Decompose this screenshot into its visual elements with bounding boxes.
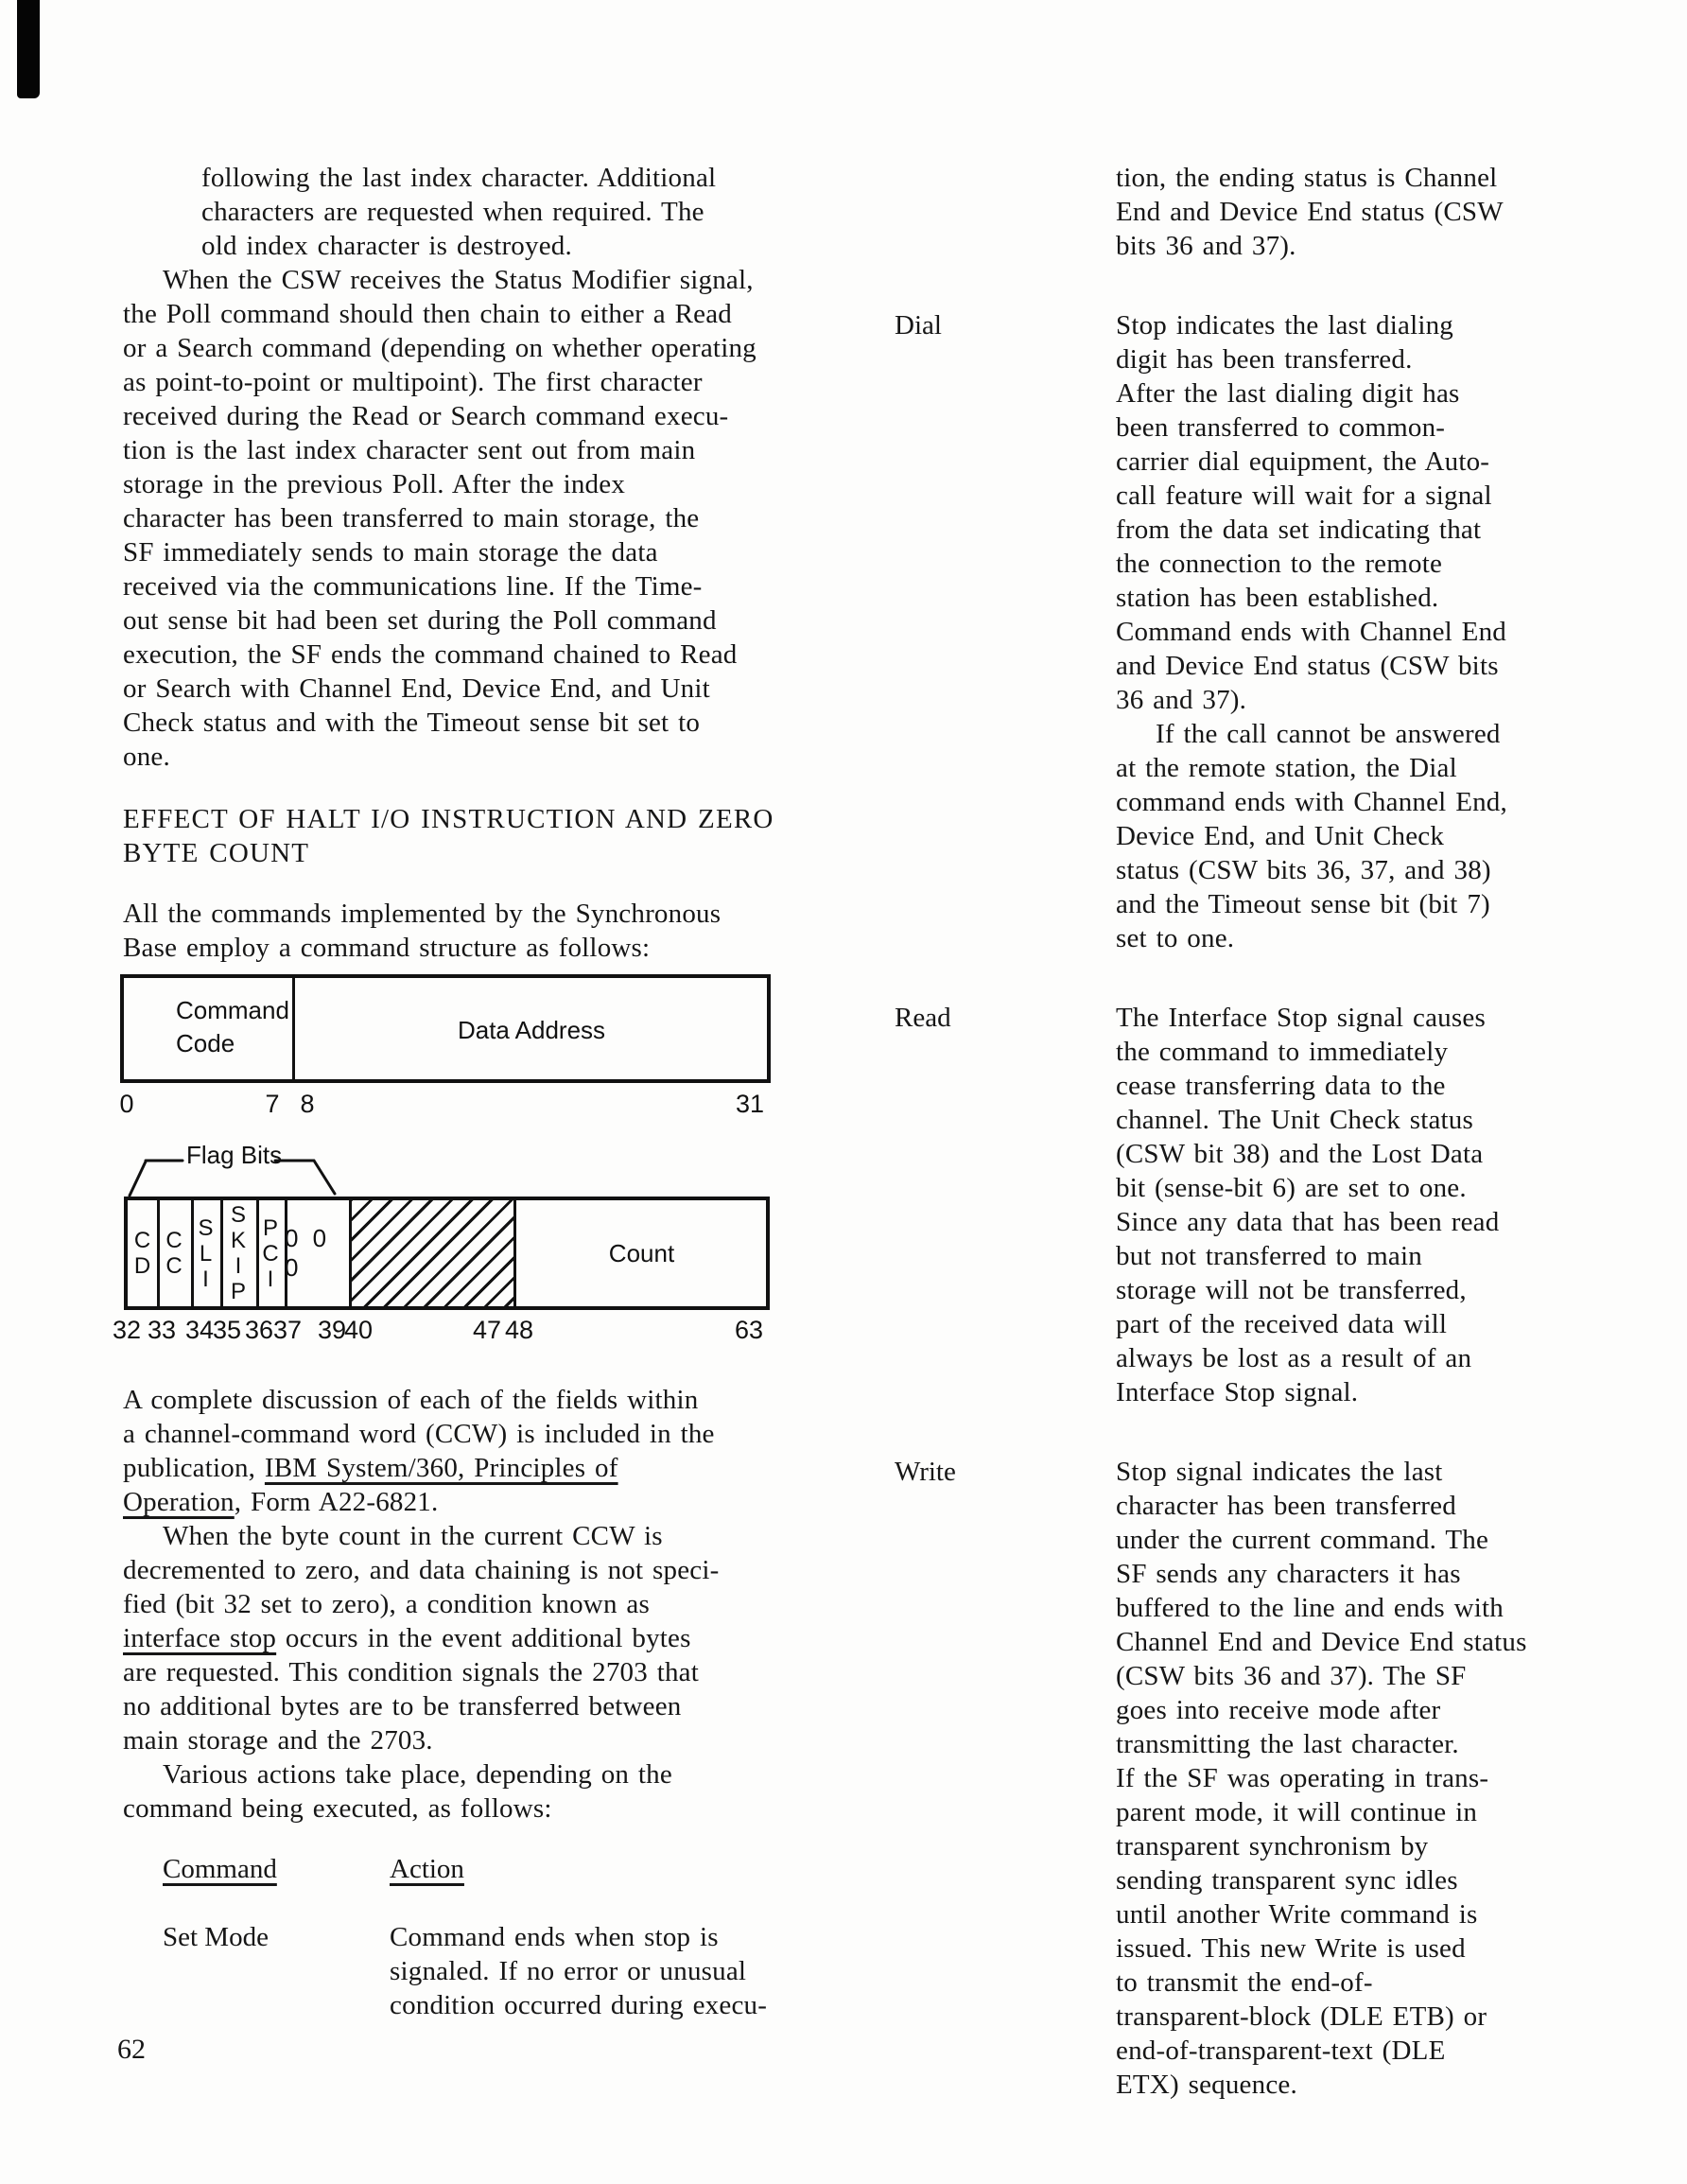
- text-line: decremented to zero, and data chaining is not speci-: [123, 1555, 720, 1585]
- text-line: Operation, Form A22-6821.: [123, 1487, 439, 1517]
- text-line: (CSW bit 38) and the Lost Data: [1116, 1139, 1484, 1169]
- stacked-letter: C: [133, 1228, 151, 1253]
- text-line: execution, the SF ends the command chained to Read: [123, 639, 738, 670]
- text-line: issued. This new Write is used: [1116, 1933, 1466, 1964]
- intro-paragraph: [123, 897, 827, 965]
- text-line: SF immediately sends to main storage the data: [123, 537, 658, 568]
- scan-artifact: [17, 0, 40, 98]
- text-line: When the byte count in the current CCW is: [163, 1521, 663, 1551]
- text-line: out sense bit had been set during the Poll command: [123, 605, 717, 636]
- bit-label: 33: [147, 1316, 177, 1344]
- ccw-word2-diagram: [124, 1197, 770, 1310]
- bit-label: 34: [184, 1316, 215, 1344]
- text-line: If the SF was operating in trans-: [1116, 1763, 1489, 1793]
- text-line: no additional bytes are to be transferred between: [123, 1691, 682, 1721]
- text-line: under the current command. The: [1116, 1525, 1489, 1555]
- text-line: Base employ a command structure as follows:: [123, 933, 651, 963]
- stacked-letter: C: [165, 1228, 183, 1253]
- left-upper-paragraphs: [123, 161, 827, 774]
- text-line: storage in the previous Poll. After the index: [123, 469, 626, 499]
- text-line: digit has been transferred.: [1116, 344, 1413, 375]
- table-header-command: Command: [163, 1854, 277, 1884]
- flag-cell-cc: [157, 1200, 191, 1306]
- setmode-continuation-text: [1116, 161, 1560, 263]
- text-line: signaled. If no error or unusual: [390, 1956, 747, 1986]
- stacked-letter: P: [230, 1279, 246, 1304]
- table-row-action: [390, 1920, 834, 2022]
- text-line: 36 and 37).: [1116, 685, 1247, 715]
- text-line: If the call cannot be answered: [1156, 719, 1501, 749]
- text-line: part of the received data will: [1116, 1309, 1448, 1339]
- text-line: Since any data that has been read: [1116, 1207, 1500, 1237]
- bit-label: 32: [112, 1316, 142, 1344]
- bit-label: 35: [212, 1316, 242, 1344]
- section-heading: [123, 802, 827, 870]
- data-address-label: Data Address: [457, 1016, 606, 1044]
- text-line: storage will not be transferred,: [1116, 1275, 1467, 1305]
- stacked-letter: L: [199, 1240, 213, 1267]
- text-line: Interface Stop signal.: [1116, 1377, 1359, 1407]
- write-action-text: [1116, 1455, 1560, 2102]
- text-line: character has been transferred: [1116, 1491, 1456, 1521]
- text-line: Stop indicates the last dialing: [1116, 310, 1453, 341]
- table-row-command: Set Mode: [163, 1922, 269, 1952]
- text-line: until another Write command is: [1116, 1899, 1478, 1930]
- text-line: fied (bit 32 set to zero), a condition known as: [123, 1589, 650, 1619]
- stacked-letter: C: [165, 1253, 183, 1279]
- command-label-dial: Dial: [895, 310, 942, 341]
- bit-label: 36: [244, 1316, 274, 1344]
- text-line: Stop signal indicates the last: [1116, 1457, 1443, 1487]
- text-line: following the last index character. Additional: [201, 163, 717, 193]
- bit-label: 48: [504, 1316, 534, 1344]
- field-divider: [292, 974, 295, 1083]
- text-line: sending transparent sync idles: [1116, 1865, 1458, 1896]
- bit-label: 31: [735, 1090, 765, 1118]
- reserved-hatched-area: [349, 1200, 513, 1306]
- text-line: SF sends any characters it has: [1116, 1559, 1461, 1589]
- text-line: character has been transferred to main storage, the: [123, 503, 700, 533]
- text-line: The Interface Stop signal causes: [1116, 1003, 1486, 1033]
- text-line: Command ends when stop is: [390, 1922, 719, 1952]
- text-line: end-of-transparent-text (DLE: [1116, 2035, 1446, 2066]
- text-line: characters are requested when required. The: [201, 197, 704, 227]
- text-line: the connection to the remote: [1116, 549, 1443, 579]
- text-line: Various actions take place, depending on the: [163, 1759, 672, 1790]
- text-line: or Search with Channel End, Device End, and Unit: [123, 673, 710, 704]
- text-line: a channel-command word (CCW) is included in the: [123, 1419, 715, 1449]
- bit-label: 37: [272, 1316, 303, 1344]
- text-line: Channel End and Device End status: [1116, 1627, 1527, 1657]
- text-line: transmitting the last character.: [1116, 1729, 1459, 1759]
- text-line: one.: [123, 742, 170, 772]
- text-line: When the CSW receives the Status Modifier signal,: [163, 265, 754, 295]
- text-line: Check status and with the Timeout sense bit set to: [123, 708, 701, 738]
- stacked-letter: K: [230, 1228, 246, 1253]
- text-line: to transmit the end-of-: [1116, 1967, 1373, 1998]
- text-line: or a Search command (depending on whether operating: [123, 333, 757, 363]
- command-label-read: Read: [895, 1003, 951, 1033]
- text-line: main storage and the 2703.: [123, 1725, 433, 1756]
- text-line: but not transferred to main: [1116, 1241, 1422, 1271]
- text-line: ETX) sequence.: [1116, 2070, 1297, 2100]
- text-line: transparent synchronism by: [1116, 1831, 1429, 1861]
- stacked-letter: I: [267, 1266, 274, 1292]
- stacked-letter: S: [198, 1214, 214, 1241]
- command-label-write: Write: [895, 1457, 956, 1487]
- text-line: are requested. This condition signals the 2703 that: [123, 1657, 700, 1687]
- text-line: parent mode, it will continue in: [1116, 1797, 1478, 1827]
- flag-bits-brace: [120, 1133, 347, 1201]
- text-line: goes into receive mode after: [1116, 1695, 1441, 1725]
- stacked-letter: D: [133, 1253, 151, 1279]
- bit-label: 0: [119, 1090, 134, 1118]
- text-line: bit (sense-bit 6) are set to one.: [1116, 1173, 1467, 1203]
- text-line: A complete discussion of each of the fields within: [123, 1385, 699, 1415]
- text-line: and Device End status (CSW bits: [1116, 651, 1499, 681]
- text-line: tion, the ending status is Channel: [1116, 163, 1498, 193]
- text-line: been transferred to common-: [1116, 412, 1446, 443]
- text-line: condition occurred during execu-: [390, 1990, 768, 2020]
- text-line: station has been established.: [1116, 583, 1439, 613]
- text-line: Command ends with Channel End: [1116, 617, 1506, 647]
- stacked-letter: P: [262, 1214, 278, 1241]
- read-action-text: [1116, 1001, 1560, 1409]
- text-line: tion is the last index character sent out from main: [123, 435, 696, 465]
- flag-cell-cd: [128, 1200, 157, 1306]
- bit-label: 40: [343, 1316, 374, 1344]
- stacked-letter: I: [202, 1266, 209, 1292]
- bit-label: 47: [472, 1316, 502, 1344]
- text-line: old index character is destroyed.: [201, 231, 572, 261]
- text-line: at the remote station, the Dial: [1116, 753, 1457, 783]
- flag-cell-sli: [191, 1200, 220, 1306]
- stacked-letter: S: [230, 1202, 246, 1228]
- ccw-word1-diagram: [120, 974, 771, 1083]
- stacked-letter: I: [235, 1253, 242, 1279]
- dial-action-text: [1116, 308, 1560, 955]
- text-line: EFFECT OF HALT I/O INSTRUCTION AND ZERO: [123, 804, 774, 834]
- text-line: Device End, and Unit Check: [1116, 821, 1445, 851]
- text-line: received via the communications line. If the Time-: [123, 571, 703, 602]
- text-line: as point-to-point or multipoint). The first character: [123, 367, 703, 397]
- text-line: transparent-block (DLE ETB) or: [1116, 2001, 1487, 2032]
- count-label: Count: [608, 1238, 675, 1267]
- text-line: bits 36 and 37).: [1116, 231, 1296, 261]
- text-line: buffered to the line and ends with: [1116, 1593, 1504, 1623]
- text-line: cease transferring data to the: [1116, 1071, 1446, 1101]
- flag-cell-skip: [220, 1200, 256, 1306]
- flag-cell-pci: [256, 1200, 285, 1306]
- text-line: interface stop occurs in the event additional bytes: [123, 1623, 691, 1653]
- command-code-label: Command Code: [176, 996, 289, 1057]
- text-line: command being executed, as follows:: [123, 1793, 552, 1824]
- flag-bits-label: Flag Bits: [186, 1141, 283, 1169]
- bit-label: 63: [734, 1316, 764, 1344]
- text-line: (CSW bits 36 and 37). The SF: [1116, 1661, 1467, 1691]
- text-line: received during the Read or Search command execu-: [123, 401, 729, 431]
- bit-label: 7: [265, 1090, 280, 1118]
- text-line: call feature will wait for a signal: [1116, 480, 1492, 511]
- text-line: carrier dial equipment, the Auto-: [1116, 446, 1490, 477]
- text-line: status (CSW bits 36, 37, and 38): [1116, 855, 1491, 885]
- bit-label: 39: [317, 1316, 347, 1344]
- table-header-action: Action: [390, 1854, 464, 1884]
- text-line: After the last dialing digit has: [1116, 378, 1460, 409]
- zero-bits-label: 0 0 0: [285, 1224, 331, 1282]
- text-line: set to one.: [1116, 923, 1235, 953]
- text-line: command ends with Channel End,: [1116, 787, 1507, 817]
- text-line: All the commands implemented by the Synchronous: [123, 899, 722, 929]
- text-line: the Poll command should then chain to either a Read: [123, 299, 732, 329]
- text-line: and the Timeout sense bit (bit 7): [1116, 889, 1490, 919]
- stacked-letter: C: [262, 1240, 279, 1267]
- text-line: channel. The Unit Check status: [1116, 1105, 1473, 1135]
- text-line: publication, IBM System/360, Principles of: [123, 1453, 618, 1483]
- text-line: always be lost as a result of an: [1116, 1343, 1472, 1373]
- text-line: End and Device End status (CSW: [1116, 197, 1504, 227]
- text-line: the command to immediately: [1116, 1037, 1449, 1067]
- page-number: 62: [117, 2034, 146, 2065]
- ccw-discussion-paragraph: [123, 1383, 827, 1826]
- text-line: BYTE COUNT: [123, 838, 310, 868]
- text-line: from the data set indicating that: [1116, 515, 1482, 545]
- bit-label: 8: [300, 1090, 315, 1118]
